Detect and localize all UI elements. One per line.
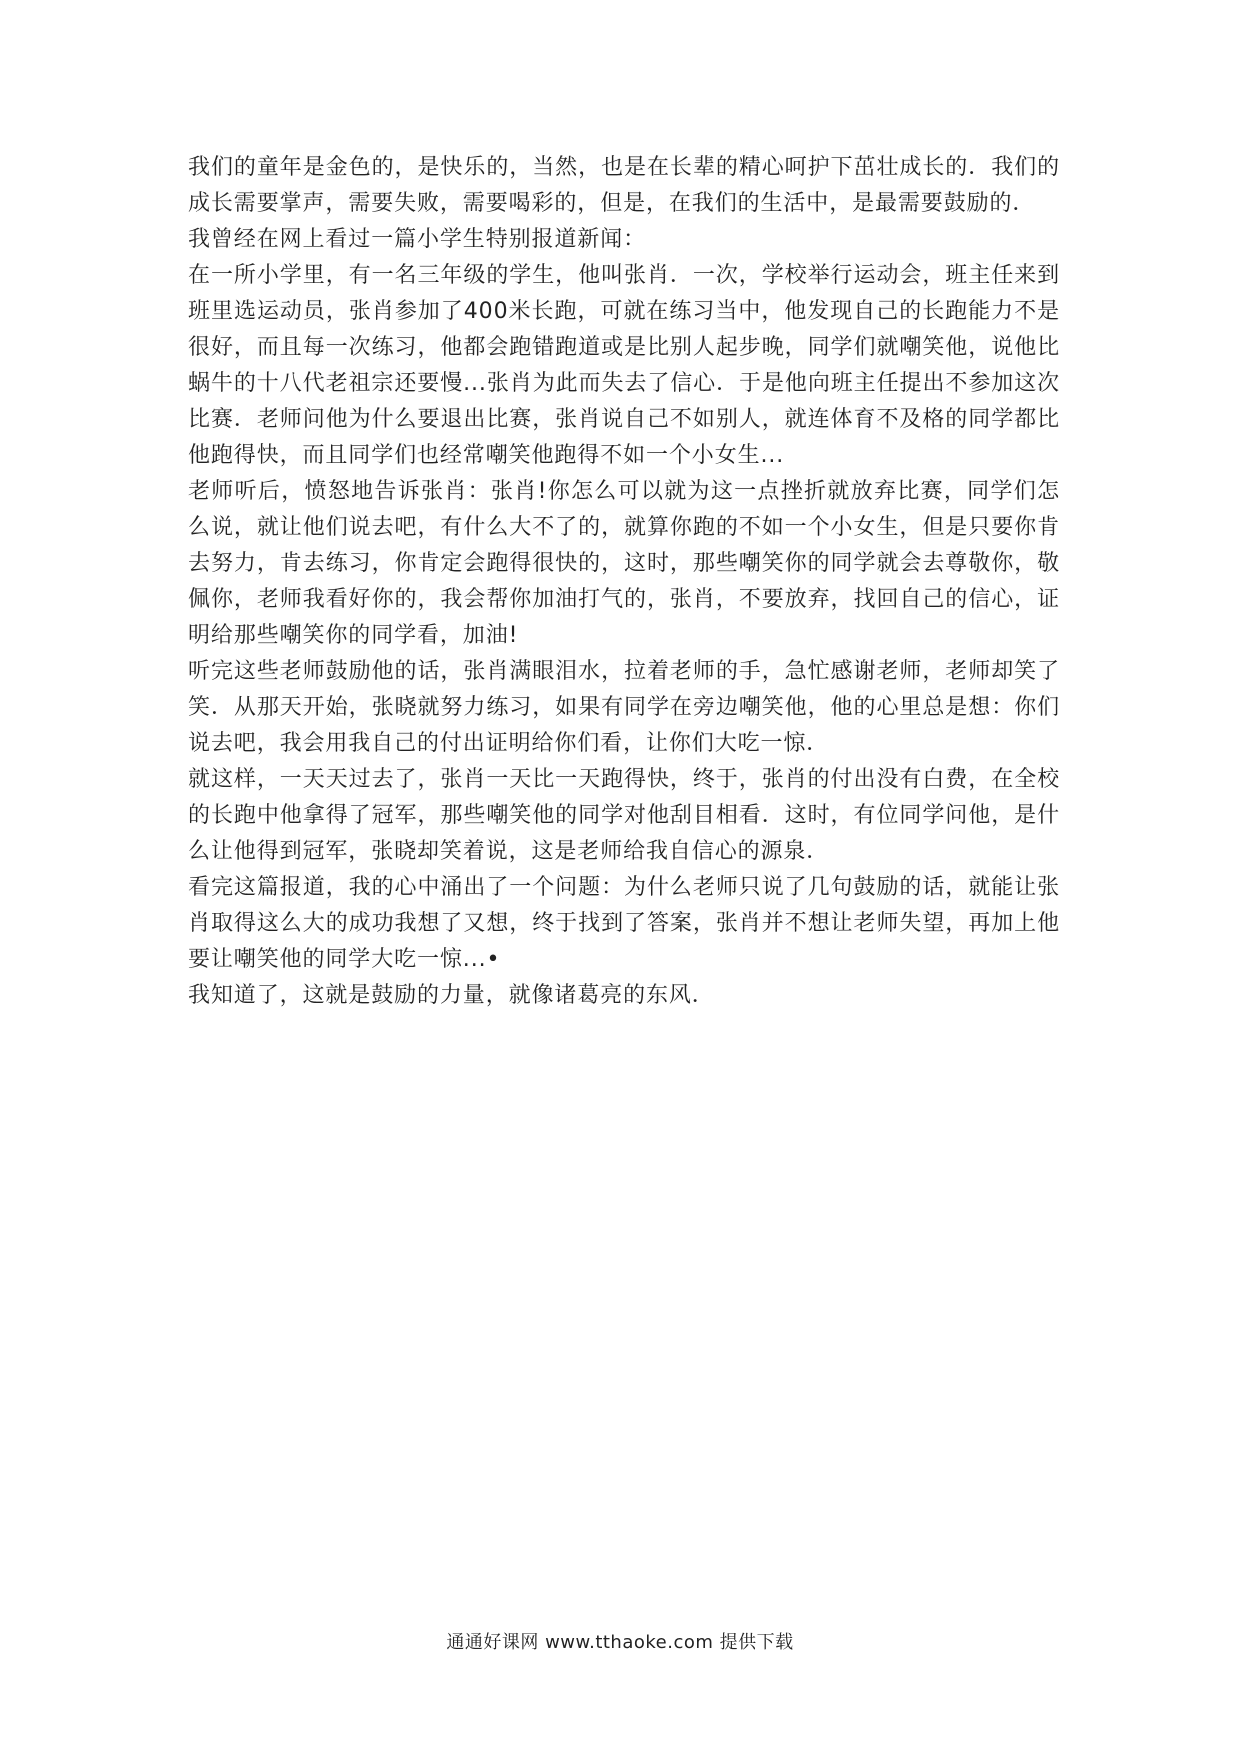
paragraph-intro: 我们的童年是金色的，是快乐的，当然，也是在长辈的精心呵护下茁壮成长的．我们的成长需要掌声，需要失败，需要喝彩的，但是，在我们的生活中，是最需要鼓励的．	[188, 155, 1060, 216]
page-footer: 通通好课网 www.tthaoke.com 提供下载	[446, 1632, 794, 1653]
paragraph-story: 在一所小学里，有一名三年级的学生，他叫张肖．一次，学校举行运动会，班主任来到班里选运动员，张肖参加了400米长跑，可就在练习当中，他发现自己的长跑能力不是很好，而且每一次练习，他都会跑错跑道或是比别人起步晚，同学们就嘲笑他，说他比蜗牛的十八代老祖宗还要慢...张肖为此而失去了信心．于是他向班主任提出不参加这次比赛．老师问他为什么要退出比赛，张肖说自己不如别人，就连体育不及格的同学都比他跑得快，而且同学们也经常嘲笑他跑得不如一个小女生...	[188, 263, 1060, 468]
paragraph-teacher-speech: 老师听后，愤怒地告诉张肖：张肖!你怎么可以就为这一点挫折就放弃比赛，同学们怎么说，就让他们说去吧，有什么大不了的，就算你跑的不如一个小女生，但是只要你肯去努力，肯去练习，你肯定会跑得很快的，这时，那些嘲笑你的同学就会去尊敬你，敬佩你，老师我看好你的，我会帮你加油打气的，张肖，不要放弃，找回自己的信心，证明给那些嘲笑你的同学看，加油!	[188, 479, 1060, 648]
article-body	[188, 150, 1060, 1014]
paragraph-reflection: 看完这篇报道，我的心中涌出了一个问题：为什么老师只说了几句鼓励的话，就能让张肖取得这么大的成功我想了又想，终于找到了答案，张肖并不想让老师失望，再加上他要让嘲笑他的同学大吃一惊...•	[188, 875, 1060, 972]
paragraph-conclusion: 我知道了，这就是鼓励的力量，就像诸葛亮的东风．	[188, 983, 715, 1008]
paragraph-gratitude: 听完这些老师鼓励他的话，张肖满眼泪水，拉着老师的手，急忙感谢老师，老师却笑了笑．从那天开始，张晓就努力练习，如果有同学在旁边嘲笑他，他的心里总是想：你们说去吧，我会用我自己的付出证明给你们看，让你们大吃一惊．	[188, 659, 1060, 756]
paragraph-news-intro: 我曾经在网上看过一篇小学生特别报道新闻：	[188, 227, 647, 252]
paragraph-victory: 就这样，一天天过去了，张肖一天比一天跑得快，终于，张肖的付出没有白费，在全校的长跑中他拿得了冠军，那些嘲笑他的同学对他刮目相看．这时，有位同学问他，是什么让他得到冠军，张晓却笑着说，这是老师给我自信心的源泉．	[188, 767, 1060, 864]
